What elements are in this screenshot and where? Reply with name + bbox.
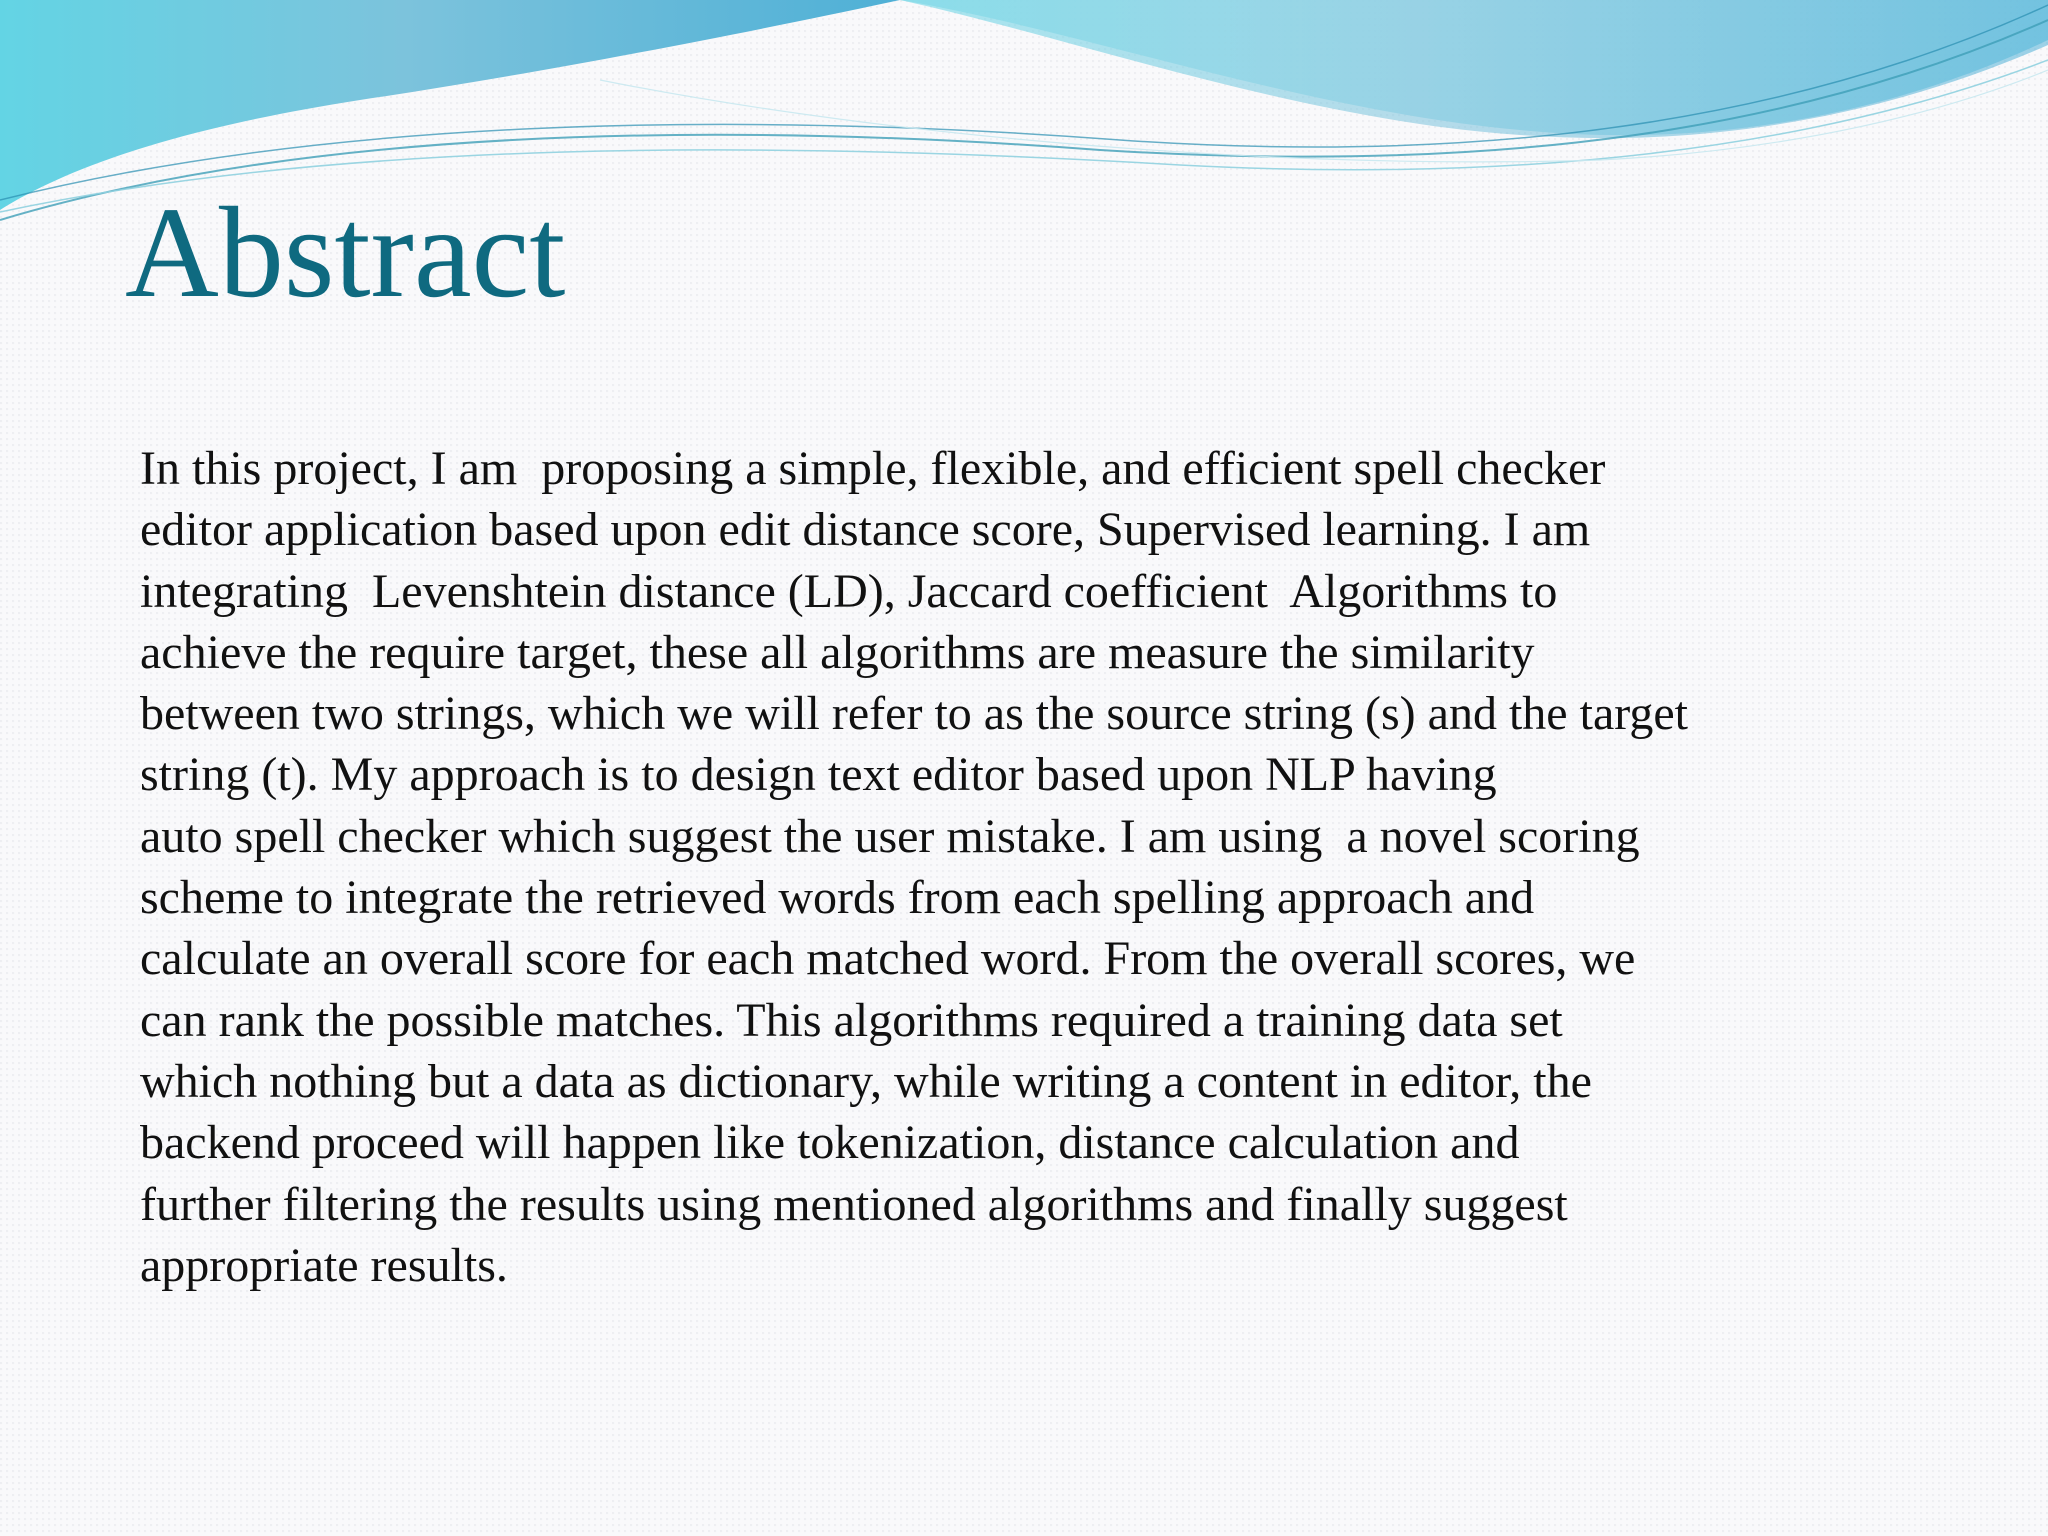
- abstract-line: integrating Levenshtein distance (LD), Jaccard coefficient Algorithms to: [140, 564, 1558, 618]
- abstract-line: In this project, I am proposing a simple, flexible, and efficient spell checker: [140, 442, 1606, 495]
- abstract-line: which nothing but a data as dictionary, while writing a content in editor, the: [140, 1054, 1592, 1108]
- abstract-line: calculate an overall score for each matched word. From the overall scores, we: [140, 932, 1636, 986]
- abstract-paragraph: [140, 438, 2020, 1296]
- abstract-line: between two strings, which we will refer to as the source string (s) and the target: [140, 687, 1688, 741]
- abstract-line: can rank the possible matches. This algorithms required a training data set: [140, 993, 1563, 1047]
- abstract-line: scheme to integrate the retrieved words from each spelling approach and: [140, 871, 1535, 925]
- abstract-line: achieve the require target, these all algorithms are measure the similarity: [140, 625, 1535, 679]
- abstract-line: auto spell checker which suggest the user mistake. I am using a novel scoring: [140, 809, 1640, 863]
- abstract-line: backend proceed will happen like tokenization, distance calculation and: [140, 1116, 1520, 1170]
- abstract-line: further filtering the results using mentioned algorithms and finally suggest: [140, 1177, 1568, 1231]
- slide-title: Abstract: [125, 181, 566, 325]
- abstract-line: string (t). My approach is to design text editor based upon NLP having: [140, 748, 1497, 802]
- abstract-line: editor application based upon edit distance score, Supervised learning. I am: [140, 503, 1591, 557]
- abstract-line: appropriate results.: [140, 1238, 508, 1292]
